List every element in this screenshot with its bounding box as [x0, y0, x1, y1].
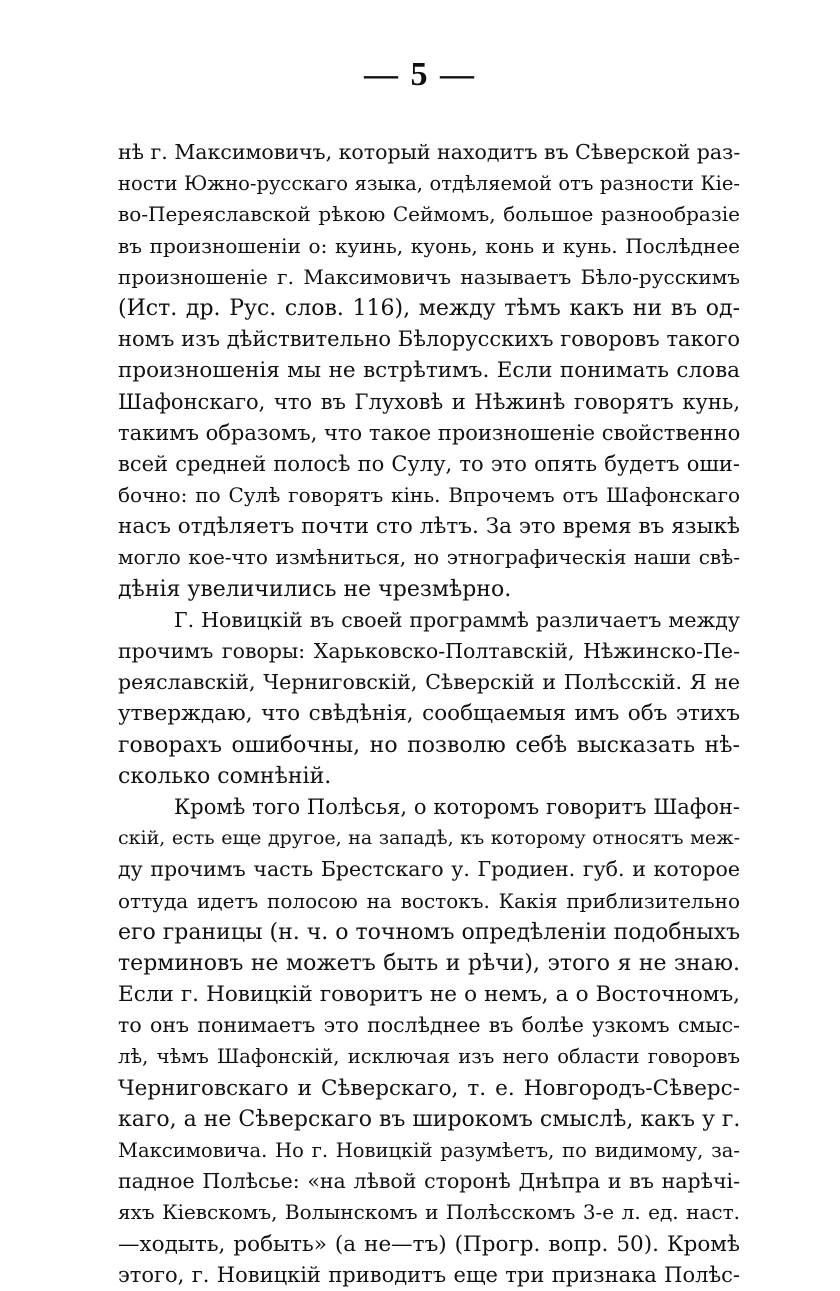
text-line: (Ист. др. Рус. слов. 116), между тѣмъ какъ ни въ од- [118, 295, 740, 321]
text-line: говорахъ ошибочны, но позволю себѣ высказать нѣ- [118, 732, 740, 758]
text-line: нѣ г. Максимовичъ, который находитъ въ Сѣверской раз- [118, 140, 740, 164]
text-line: Если г. Новицкій говоритъ не о немъ, а о Восточномъ, [118, 982, 740, 1008]
text-line: яхъ Кіевскомъ, Волынскомъ и Полѣсскомъ 3-е л. ед. наст. [118, 1200, 740, 1225]
text-line: ности Южно-русскаго языка, отдѣляемой отъ разности Кіе- [118, 172, 740, 196]
text-line: реяславскій, Черниговскій, Сѣверскій и Полѣсскій. Я не [118, 670, 740, 695]
paragraph-start-line: Г. Новицкій въ своей программѣ различаетъ между [174, 607, 740, 632]
text-line: произношенія мы не встрѣтимъ. Если понимать слова [118, 358, 740, 384]
text-line: Шафонскаго, что въ Глуховѣ и Нѣжинѣ говорятъ кунь, [118, 389, 740, 414]
page-number: — 5 — [364, 56, 476, 93]
text-line: то онъ понимаетъ это послѣднее въ болѣе узкомъ смыс- [118, 1013, 740, 1038]
text-line: лѣ, чѣмъ Шафонскій, исключая изъ него области говоровъ [118, 1045, 740, 1069]
text-line: во-Переяславской рѣкою Сеймомъ, большое разнообразіе [118, 202, 740, 227]
text-line: скій, есть еще другое, на западѣ, къ которому относятъ меж- [118, 827, 740, 850]
text-line: этого, г. Новицкій приводитъ еще три признака Полѣс- [118, 1262, 740, 1287]
text-line: его границы (н. ч. о точномъ опредѣленіи подобныхъ [118, 919, 740, 945]
text-line: терминовъ не можетъ быть и рѣчи), этого я не знаю. [118, 950, 740, 976]
text-line: сколько сомнѣній. [118, 763, 332, 789]
text-line: такимъ образомъ, что такое произношеніе свойственно [118, 420, 740, 445]
text-line: падное Полѣсье: «на лѣвой сторонѣ Днѣпра и въ нарѣчі- [118, 1169, 740, 1194]
text-line: прочимъ говоры: Харьковско-Полтавскій, Нѣжинско-Пе- [118, 639, 740, 663]
text-line: бочно: по Сулѣ говорятъ кінь. Впрочемъ отъ Шафонскаго [118, 483, 740, 508]
text-line: произношеніе г. Максимовичъ называетъ Бѣло-русскимъ [118, 264, 740, 289]
text-line: —ходыть, робыть» (а не—тъ) (Прогр. вопр. 50). Кромѣ [118, 1231, 740, 1257]
body-text [118, 137, 740, 1291]
paragraph-start-line: Кромѣ того Полѣсья, о которомъ говоритъ Шафон- [174, 794, 740, 819]
text-line: ду прочимъ часть Брестскаго у. Гродиен. губ. и которое [118, 857, 740, 882]
text-line: дѣнія увеличились не чрезмѣрно. [118, 576, 512, 602]
text-line: могло кое-что измѣниться, но этнографическія наши свѣ- [118, 545, 740, 570]
text-line: всей средней полосѣ по Сулу, то это опять будетъ оши- [118, 451, 740, 476]
text-line: въ произношеніи о: куинь, куонь, конь и кунь. Послѣднее [118, 233, 740, 258]
text-line: Максимовича. Но г. Новицкій разумѣетъ, по видимому, за- [118, 1139, 740, 1162]
text-line: Черниговскаго и Сѣверскаго, т. е. Новгородъ-Сѣверс- [118, 1075, 740, 1101]
text-line: утверждаю, что свѣдѣнія, сообщаемыя имъ объ этихъ [118, 701, 740, 727]
text-line: оттуда идетъ полосою на востокъ. Какія приблизительно [118, 888, 740, 913]
text-line: номъ изъ дѣйствительно Бѣлорусскихъ говоровъ такого [118, 327, 740, 352]
text-line: насъ отдѣляетъ почти сто лѣтъ. За это время въ языкѣ [118, 514, 740, 540]
text-line: каго, а не Сѣверскаго въ широкомъ смыслѣ, какъ у г. [118, 1106, 740, 1132]
